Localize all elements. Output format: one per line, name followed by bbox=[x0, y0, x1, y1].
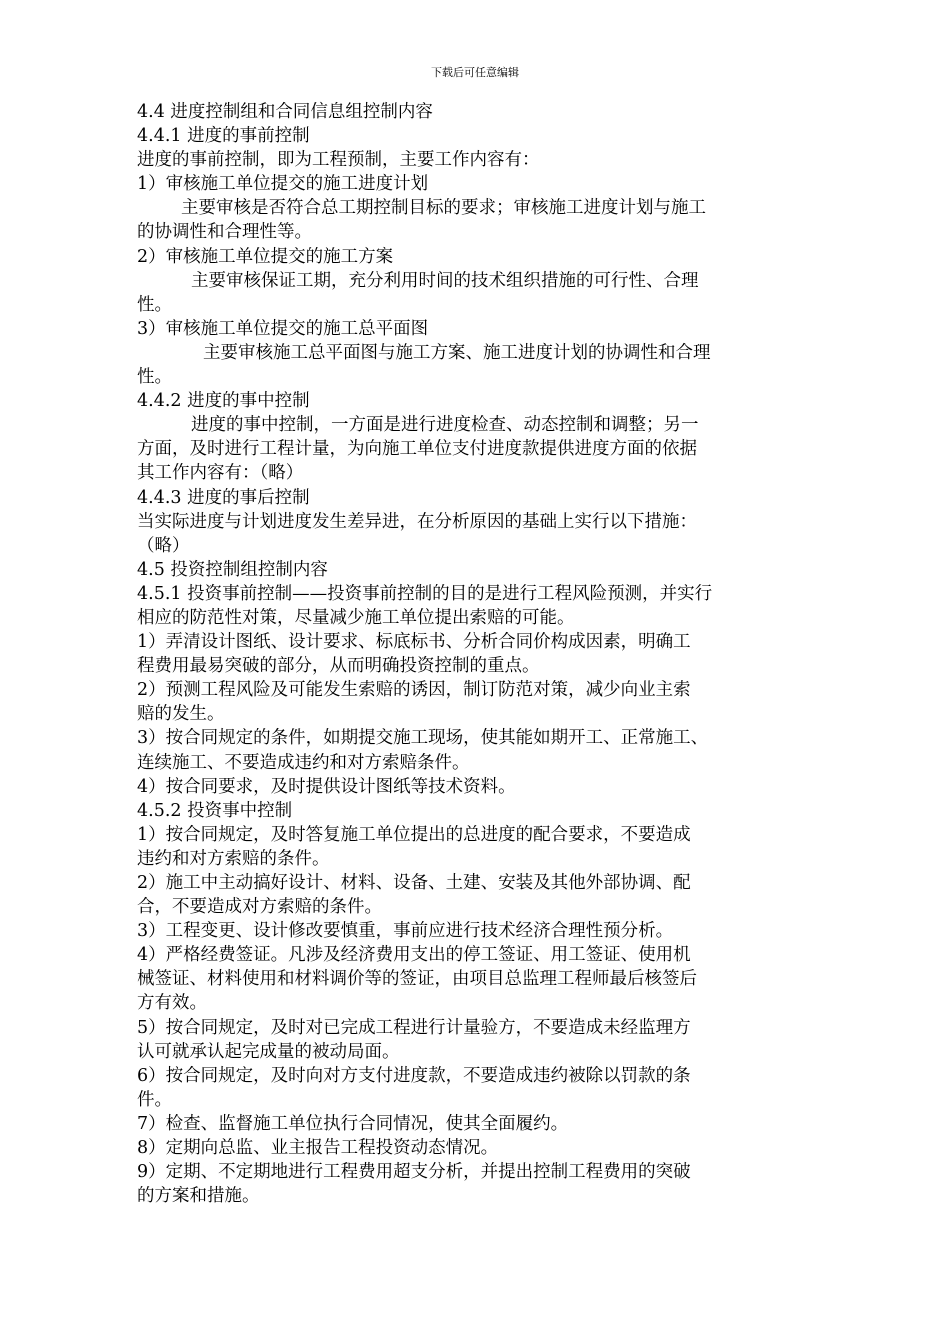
text-line: 3）工程变更、设计修改要慎重，事前应进行技术经济合理性预分析。 bbox=[137, 921, 674, 942]
text-line: 5）按合同规定，及时对已完成工程进行计量验方，不要造成未经监理方 bbox=[137, 1017, 691, 1038]
text-line: 2）审核施工单位提交的施工方案 bbox=[137, 246, 394, 267]
text-line: 进度的事前控制，即为工程预制，主要工作内容有： bbox=[137, 150, 540, 171]
text-line: 性。 bbox=[137, 294, 172, 315]
text-line: 1）按合同规定，及时答复施工单位提出的总进度的配合要求，不要造成 bbox=[137, 824, 691, 845]
text-line: 主要审核施工总平面图与施工方案、施工进度计划的协调性和合理 bbox=[203, 342, 711, 363]
text-line: 2）施工中主动搞好设计、材料、设备、土建、安装及其他外部协调、配 bbox=[137, 873, 691, 893]
text-line: 械签证、材料使用和材料调价等的签证，由项目总监理工程师最后核签后 bbox=[137, 969, 697, 990]
text-line: 其工作内容有：（略） bbox=[137, 463, 304, 484]
text-line: 4）按合同要求，及时提供设计图纸等技术资料。 bbox=[137, 776, 516, 797]
text-line: 相应的防范性对策，尽量减少施工单位提出索赔的可能。 bbox=[137, 607, 575, 628]
text-line: 连续施工、不要造成违约和对方索赔条件。 bbox=[137, 752, 470, 773]
text-line: 的方案和措施。 bbox=[137, 1186, 260, 1207]
text-line: 程费用最易突破的部分，从而明确投资控制的重点。 bbox=[137, 656, 540, 677]
text-line: 4.4.2 进度的事中控制 bbox=[137, 391, 310, 412]
text-line: 4.4.1 进度的事前控制 bbox=[137, 126, 310, 147]
text-line: 主要审核是否符合总工期控制目标的要求；审核施工进度计划与施工 bbox=[181, 198, 706, 219]
text-line: （略） bbox=[137, 535, 190, 556]
text-line: 3）按合同规定的条件，如期提交施工现场，使其能如期开工、正常施工、 bbox=[137, 728, 709, 749]
text-line: 认可就承认起完成量的被动局面。 bbox=[137, 1041, 400, 1062]
text-line: 4.4 进度控制组和合同信息组控制内容 bbox=[137, 102, 433, 122]
text-line: 4.5.2 投资事中控制 bbox=[137, 800, 293, 821]
text-line: 当实际进度与计划进度发生差异进，在分析原因的基础上实行以下措施： bbox=[137, 511, 697, 532]
text-line: 违约和对方索赔的条件。 bbox=[137, 848, 330, 869]
text-line: 件。 bbox=[137, 1089, 172, 1110]
text-line: 赔的发生。 bbox=[137, 704, 225, 725]
text-line: 4）严格经费签证。凡涉及经济费用支出的停工签证、用工签证、使用机 bbox=[137, 945, 691, 966]
text-line: 4.5 投资控制组控制内容 bbox=[137, 559, 328, 580]
text-line: 4.5.1 投资事前控制——投资事前控制的目的是进行工程风险预测，并实行 bbox=[137, 583, 713, 604]
text-line: 的协调性和合理性等。 bbox=[137, 222, 312, 243]
text-line: 进度的事中控制，一方面是进行进度检查、动态控制和调整；另一 bbox=[191, 415, 699, 436]
page-header: 下载后可任意编辑 bbox=[431, 66, 519, 79]
text-line: 性。 bbox=[137, 367, 172, 388]
text-line: 2）预测工程风险及可能发生索赔的诱因，制订防范对策，减少向业主索 bbox=[137, 680, 691, 701]
text-line: 1）弄清设计图纸、设计要求、标底标书、分析合同价构成因素，明确工 bbox=[137, 632, 691, 653]
text-line: 9）定期、不定期地进行工程费用超支分析，并提出控制工程费用的突破 bbox=[137, 1162, 691, 1183]
text-line: 3）审核施工单位提交的施工总平面图 bbox=[137, 318, 429, 339]
document-body bbox=[137, 100, 872, 1208]
text-line: 6）按合同规定，及时向对方支付进度款，不要造成违约被除以罚款的条 bbox=[137, 1065, 691, 1086]
text-line: 主要审核保证工期，充分利用时间的技术组织措施的可行性、合理 bbox=[191, 270, 699, 291]
text-line: 合，不要造成对方索赔的条件。 bbox=[137, 897, 382, 918]
text-line: 方有效。 bbox=[137, 993, 207, 1014]
text-line: 1）审核施工单位提交的施工进度计划 bbox=[137, 174, 429, 195]
text-line: 方面，及时进行工程计量，为向施工单位支付进度款提供进度方面的依据 bbox=[137, 439, 697, 460]
text-line: 8）定期向总监、业主报告工程投资动态情况。 bbox=[137, 1138, 499, 1159]
text-line: 4.4.3 进度的事后控制 bbox=[137, 487, 310, 508]
text-line: 7）检查、监督施工单位执行合同情况，使其全面履约。 bbox=[137, 1113, 569, 1134]
